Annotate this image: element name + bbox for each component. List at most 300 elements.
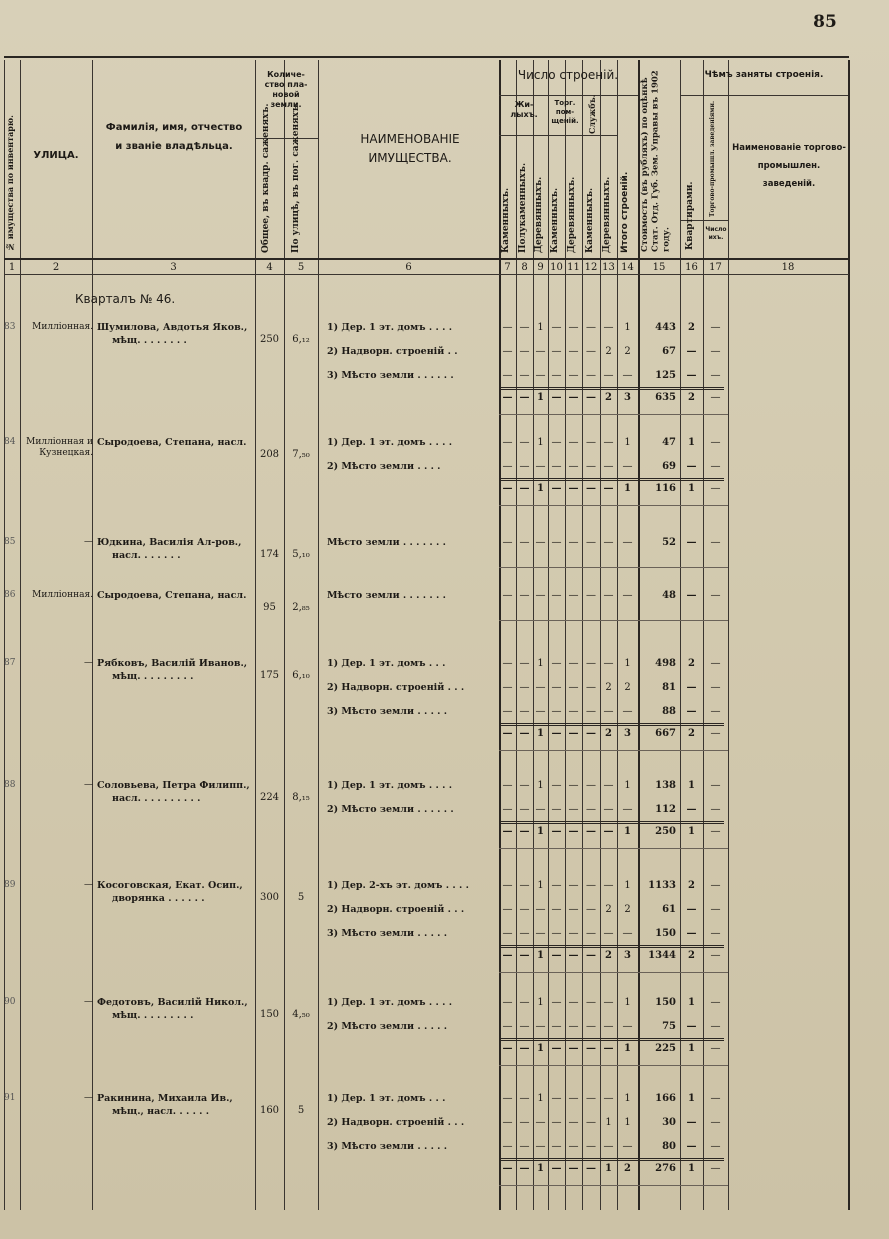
empty-dash: — bbox=[502, 780, 513, 791]
empty-dash: — bbox=[519, 1021, 530, 1032]
empty-dash: — bbox=[586, 682, 596, 693]
value-cell: 88 bbox=[662, 706, 676, 717]
building-count: 2 bbox=[605, 728, 612, 739]
inventory-number: 87 bbox=[4, 658, 16, 668]
street-name: — bbox=[84, 658, 93, 668]
building-count: 1 bbox=[537, 1093, 544, 1104]
building-count: 1 bbox=[624, 826, 631, 837]
property-item: 2) Мѣсто земли . . . . . . bbox=[327, 804, 454, 815]
empty-dash: — bbox=[568, 1021, 579, 1032]
empty-dash: — bbox=[502, 1163, 513, 1174]
empty-dash: — bbox=[551, 437, 562, 448]
col-line bbox=[728, 60, 729, 1210]
building-count: 3 bbox=[624, 392, 631, 403]
empty-dash: — bbox=[535, 928, 546, 939]
empty-dash: — bbox=[502, 928, 513, 939]
empty-dash: — bbox=[502, 804, 513, 815]
page-number: 85 bbox=[813, 12, 837, 32]
empty-dash: — bbox=[586, 780, 596, 791]
empty-dash: — bbox=[535, 1117, 546, 1128]
header-trade: Торг. пом- щеній. bbox=[551, 99, 579, 125]
empty-dash: — bbox=[502, 1043, 513, 1054]
header-inventory-num: № имущества по инвентарю. bbox=[5, 115, 15, 252]
empty-dash: — bbox=[603, 461, 614, 472]
owner-name: Сыродоева, Степана, насл. bbox=[97, 437, 247, 448]
empty-dash: — bbox=[551, 1141, 562, 1152]
property-item: Мѣсто земли . . . . . . . bbox=[327, 537, 446, 548]
empty-dash: — bbox=[551, 537, 562, 548]
empty-dash: — bbox=[586, 1117, 596, 1128]
empty-dash: — bbox=[519, 997, 530, 1008]
column-number: 4 bbox=[266, 262, 273, 273]
value-cell: 48 bbox=[662, 590, 676, 601]
empty-dash: — bbox=[519, 392, 530, 403]
owner-title: мѣщ. . . . . . . . . bbox=[112, 671, 194, 682]
value-total: 250 bbox=[655, 826, 676, 837]
building-count: 1 bbox=[537, 1043, 544, 1054]
building-count: 3 bbox=[624, 950, 631, 961]
empty-dash: — bbox=[586, 370, 596, 381]
total-rule bbox=[499, 478, 724, 481]
value-cell: 81 bbox=[662, 682, 676, 693]
header-num-buildings: Число строеній. bbox=[517, 68, 619, 82]
empty-dash: — bbox=[603, 1021, 614, 1032]
column-number: 14 bbox=[621, 262, 634, 273]
value-cell: 498 bbox=[655, 658, 676, 669]
apartments-count: — bbox=[686, 804, 697, 815]
apartments-count: 2 bbox=[688, 880, 695, 891]
col-line bbox=[318, 60, 319, 1210]
total-rule bbox=[499, 1158, 724, 1161]
apartments-count: — bbox=[686, 928, 697, 939]
empty-dash: — bbox=[622, 461, 633, 472]
empty-dash: — bbox=[502, 461, 513, 472]
land-area: 150 bbox=[259, 1009, 280, 1020]
value-cell: 67 bbox=[662, 346, 676, 357]
empty-dash: — bbox=[502, 826, 513, 837]
column-number: 7 bbox=[504, 262, 511, 273]
empty-dash: — bbox=[519, 728, 530, 739]
building-count: 2 bbox=[624, 904, 631, 915]
trade-count: — bbox=[710, 880, 721, 891]
property-item: 1) Дер. 2-хъ эт. домъ . . . . bbox=[327, 880, 469, 891]
property-item: Мѣсто земли . . . . . . . bbox=[327, 590, 446, 601]
inventory-number: 83 bbox=[4, 322, 16, 332]
land-frontage: 7,₅₀ bbox=[292, 449, 310, 460]
empty-dash: — bbox=[502, 880, 513, 891]
empty-dash: — bbox=[535, 461, 546, 472]
empty-dash: — bbox=[568, 370, 579, 381]
header-street: УЛИЦА. bbox=[33, 150, 79, 161]
empty-dash: — bbox=[603, 483, 614, 494]
col-line bbox=[92, 60, 93, 1210]
empty-dash: — bbox=[502, 904, 513, 915]
street-name: — bbox=[84, 997, 93, 1007]
street-name: Милліонная и Кузнецкая. bbox=[26, 437, 93, 458]
inventory-number: 86 bbox=[4, 590, 16, 600]
trade-count: — bbox=[710, 950, 721, 961]
empty-dash: — bbox=[519, 590, 530, 601]
empty-dash: — bbox=[551, 658, 562, 669]
apartments-count: 2 bbox=[688, 392, 695, 403]
empty-dash: — bbox=[519, 950, 530, 961]
property-item: 2) Мѣсто земли . . . . bbox=[327, 461, 441, 472]
empty-dash: — bbox=[568, 537, 579, 548]
empty-dash: — bbox=[519, 928, 530, 939]
empty-dash: — bbox=[603, 1141, 614, 1152]
apartments-count: — bbox=[686, 346, 697, 357]
empty-dash: — bbox=[586, 537, 596, 548]
trade-count: — bbox=[710, 826, 721, 837]
column-number: 17 bbox=[709, 262, 722, 273]
empty-dash: — bbox=[586, 483, 596, 494]
empty-dash: — bbox=[586, 1043, 596, 1054]
empty-dash: — bbox=[603, 658, 614, 669]
inventory-number: 91 bbox=[4, 1093, 16, 1103]
trade-count: — bbox=[710, 728, 721, 739]
column-number: 11 bbox=[567, 262, 580, 273]
building-count: 1 bbox=[537, 483, 544, 494]
property-item: 2) Надворн. строеній . . . bbox=[327, 1117, 465, 1128]
empty-dash: — bbox=[502, 1141, 513, 1152]
value-total: 116 bbox=[655, 483, 676, 494]
empty-dash: — bbox=[519, 682, 530, 693]
empty-dash: — bbox=[586, 706, 596, 717]
empty-dash: — bbox=[519, 370, 530, 381]
empty-dash: — bbox=[622, 1021, 633, 1032]
land-area: 174 bbox=[259, 549, 280, 560]
empty-dash: — bbox=[586, 437, 596, 448]
building-count: 1 bbox=[624, 658, 631, 669]
inventory-number: 85 bbox=[4, 537, 16, 547]
empty-dash: — bbox=[502, 346, 513, 357]
building-count: 1 bbox=[537, 322, 544, 333]
building-count: 2 bbox=[624, 346, 631, 357]
empty-dash: — bbox=[603, 1093, 614, 1104]
empty-dash: — bbox=[622, 370, 633, 381]
trade-count: — bbox=[710, 590, 721, 601]
inventory-number: 89 bbox=[4, 880, 16, 890]
property-item: 2) Надворн. строеній . . bbox=[327, 346, 458, 357]
property-item: 3) Мѣсто земли . . . . . bbox=[327, 1141, 448, 1152]
empty-dash: — bbox=[603, 370, 614, 381]
value-cell: 138 bbox=[655, 780, 676, 791]
empty-dash: — bbox=[519, 1093, 530, 1104]
header-wood: Деревянныхъ. bbox=[602, 176, 612, 253]
value-total: 225 bbox=[655, 1043, 676, 1054]
empty-dash: — bbox=[568, 392, 579, 403]
value-cell: 47 bbox=[662, 437, 676, 448]
land-area: 175 bbox=[259, 670, 280, 681]
trade-count: — bbox=[710, 658, 721, 669]
header-subline bbox=[499, 135, 617, 136]
empty-dash: — bbox=[568, 706, 579, 717]
property-item: 2) Надворн. строеній . . . bbox=[327, 682, 465, 693]
empty-dash: — bbox=[519, 1141, 530, 1152]
property-item: 3) Мѣсто земли . . . . . . bbox=[327, 370, 454, 381]
empty-dash: — bbox=[551, 880, 562, 891]
empty-dash: — bbox=[603, 322, 614, 333]
column-number: 8 bbox=[521, 262, 528, 273]
header-dwelling: Жи- лыхъ. bbox=[510, 100, 538, 119]
building-count: 1 bbox=[624, 483, 631, 494]
empty-dash: — bbox=[519, 804, 530, 815]
building-count: 1 bbox=[537, 437, 544, 448]
empty-dash: — bbox=[586, 590, 596, 601]
empty-dash: — bbox=[502, 392, 513, 403]
empty-dash: — bbox=[568, 1141, 579, 1152]
land-frontage: 2,₈₅ bbox=[292, 602, 310, 613]
trade-count: — bbox=[710, 461, 721, 472]
empty-dash: — bbox=[519, 346, 530, 357]
empty-dash: — bbox=[502, 706, 513, 717]
trade-count: — bbox=[710, 437, 721, 448]
owner-name: Сыродоева, Степана, насл. bbox=[97, 590, 247, 601]
header-apartments: Квартирами. bbox=[685, 181, 695, 250]
building-count: 2 bbox=[605, 950, 612, 961]
empty-dash: — bbox=[603, 437, 614, 448]
col-line bbox=[848, 60, 850, 1210]
total-rule bbox=[499, 945, 724, 948]
empty-dash: — bbox=[535, 346, 546, 357]
empty-dash: — bbox=[519, 1163, 530, 1174]
apartments-count: 1 bbox=[688, 1163, 695, 1174]
header-total-buildings: Итого строеній. bbox=[620, 171, 630, 253]
empty-dash: — bbox=[568, 728, 579, 739]
property-item: 2) Мѣсто земли . . . . . bbox=[327, 1021, 448, 1032]
value-cell: 75 bbox=[662, 1021, 676, 1032]
empty-dash: — bbox=[519, 322, 530, 333]
building-count: 1 bbox=[537, 826, 544, 837]
street-name: — bbox=[84, 880, 93, 890]
property-item: 1) Дер. 1 эт. домъ . . . bbox=[327, 1093, 446, 1104]
column-number: 5 bbox=[297, 262, 305, 273]
apartments-count: 2 bbox=[688, 728, 695, 739]
apartments-count: 2 bbox=[688, 322, 695, 333]
owner-title: насл. . . . . . . . . . bbox=[112, 793, 201, 804]
property-item: 1) Дер. 1 эт. домъ . . . bbox=[327, 658, 446, 669]
empty-dash: — bbox=[603, 880, 614, 891]
empty-dash: — bbox=[519, 904, 530, 915]
apartments-count: — bbox=[686, 904, 697, 915]
building-count: 1 bbox=[537, 728, 544, 739]
building-count: 1 bbox=[537, 658, 544, 669]
column-number: 6 bbox=[405, 262, 412, 273]
building-count: 1 bbox=[537, 1163, 544, 1174]
trade-count: — bbox=[710, 1163, 721, 1174]
empty-dash: — bbox=[622, 706, 633, 717]
building-count: 3 bbox=[624, 728, 631, 739]
property-item: 1) Дер. 1 эт. домъ . . . . bbox=[327, 780, 453, 791]
trade-count: — bbox=[710, 706, 721, 717]
owner-name: Ракинина, Михаила Ив., bbox=[97, 1093, 233, 1104]
column-number: 3 bbox=[170, 262, 177, 273]
header-land-street: По улицѣ, въ пог. саженяхъ. bbox=[291, 101, 301, 253]
empty-dash: — bbox=[519, 437, 530, 448]
building-count: 1 bbox=[624, 437, 631, 448]
apartments-count: 1 bbox=[688, 1043, 695, 1054]
column-number: 1 bbox=[8, 262, 16, 273]
empty-dash: — bbox=[568, 826, 579, 837]
empty-dash: — bbox=[603, 780, 614, 791]
trade-count: — bbox=[710, 928, 721, 939]
empty-dash: — bbox=[568, 804, 579, 815]
trade-count: — bbox=[710, 1043, 721, 1054]
colnum-bottom-line bbox=[4, 274, 849, 275]
land-frontage: 5,₁₀ bbox=[292, 549, 310, 560]
land-area: 208 bbox=[259, 449, 280, 460]
building-count: 1 bbox=[624, 1043, 631, 1054]
empty-dash: — bbox=[551, 370, 562, 381]
column-number: 18 bbox=[781, 262, 795, 273]
land-area: 160 bbox=[259, 1105, 280, 1116]
empty-dash: — bbox=[603, 706, 614, 717]
building-count: 1 bbox=[624, 880, 631, 891]
trade-count: — bbox=[710, 682, 721, 693]
land-frontage: 6,₁₂ bbox=[292, 334, 310, 345]
land-frontage: 6,₁₀ bbox=[292, 670, 310, 681]
empty-dash: — bbox=[568, 780, 579, 791]
empty-dash: — bbox=[519, 1117, 530, 1128]
empty-dash: — bbox=[586, 346, 596, 357]
row-rule bbox=[499, 567, 728, 568]
building-count: 1 bbox=[624, 1093, 631, 1104]
header-land-total: Общее, въ квадр. саженяхъ. bbox=[261, 103, 271, 253]
value-total: 276 bbox=[655, 1163, 676, 1174]
property-item: 3) Мѣсто земли . . . . . bbox=[327, 706, 448, 717]
value-total: 635 bbox=[655, 392, 676, 403]
empty-dash: — bbox=[502, 658, 513, 669]
empty-dash: — bbox=[535, 590, 546, 601]
empty-dash: — bbox=[568, 950, 579, 961]
empty-dash: — bbox=[568, 322, 579, 333]
apartments-count: 1 bbox=[688, 826, 695, 837]
empty-dash: — bbox=[568, 997, 579, 1008]
trade-count: — bbox=[710, 780, 721, 791]
empty-dash: — bbox=[519, 826, 530, 837]
owner-title: мѣщ., насл. . . . . . bbox=[112, 1106, 210, 1117]
building-count: 2 bbox=[624, 1163, 631, 1174]
street-name: Милліонная. bbox=[32, 590, 93, 600]
row-rule bbox=[499, 972, 728, 973]
empty-dash: — bbox=[622, 804, 633, 815]
trade-count: — bbox=[710, 483, 721, 494]
empty-dash: — bbox=[519, 706, 530, 717]
column-number: 10 bbox=[550, 262, 563, 273]
land-area: 95 bbox=[263, 602, 276, 613]
empty-dash: — bbox=[535, 904, 546, 915]
empty-dash: — bbox=[586, 392, 596, 403]
col-line bbox=[255, 60, 256, 1210]
apartments-count: — bbox=[686, 537, 697, 548]
empty-dash: — bbox=[603, 537, 614, 548]
empty-dash: — bbox=[502, 1093, 513, 1104]
land-frontage: 5 bbox=[297, 892, 305, 903]
trade-count: — bbox=[710, 392, 721, 403]
empty-dash: — bbox=[568, 590, 579, 601]
building-count: 1 bbox=[537, 780, 544, 791]
empty-dash: — bbox=[586, 826, 596, 837]
trade-count: — bbox=[710, 346, 721, 357]
empty-dash: — bbox=[551, 950, 562, 961]
land-frontage: 4,₅₀ bbox=[292, 1009, 310, 1020]
empty-dash: — bbox=[502, 537, 513, 548]
row-rule bbox=[499, 750, 728, 751]
value-cell: 30 bbox=[662, 1117, 676, 1128]
value-cell: 69 bbox=[662, 461, 676, 472]
empty-dash: — bbox=[551, 682, 562, 693]
empty-dash: — bbox=[568, 1163, 579, 1174]
apartments-count: 1 bbox=[688, 780, 695, 791]
empty-dash: — bbox=[586, 904, 596, 915]
value-total: 1344 bbox=[648, 950, 676, 961]
empty-dash: — bbox=[551, 1043, 562, 1054]
empty-dash: — bbox=[519, 880, 530, 891]
empty-dash: — bbox=[568, 1093, 579, 1104]
header-count: Число ихъ. bbox=[705, 226, 727, 241]
empty-dash: — bbox=[551, 461, 562, 472]
building-count: 2 bbox=[605, 392, 612, 403]
empty-dash: — bbox=[603, 928, 614, 939]
value-cell: 150 bbox=[655, 928, 676, 939]
row-rule bbox=[499, 620, 728, 621]
header-subline bbox=[680, 95, 848, 96]
value-cell: 80 bbox=[662, 1141, 676, 1152]
building-count: 2 bbox=[605, 682, 612, 693]
empty-dash: — bbox=[535, 1021, 546, 1032]
empty-dash: — bbox=[568, 346, 579, 357]
owner-name: Рябковъ, Василій Иванов., bbox=[97, 658, 248, 669]
owner-title: мѣщ. . . . . . . . bbox=[112, 335, 187, 346]
owner-name: Шумилова, Авдотья Яков., bbox=[97, 322, 248, 333]
empty-dash: — bbox=[551, 1117, 562, 1128]
empty-dash: — bbox=[502, 997, 513, 1008]
row-rule bbox=[499, 1185, 728, 1186]
empty-dash: — bbox=[551, 997, 562, 1008]
empty-dash: — bbox=[519, 461, 530, 472]
empty-dash: — bbox=[568, 1117, 579, 1128]
apartments-count: — bbox=[686, 706, 697, 717]
col-line bbox=[20, 60, 21, 1210]
apartments-count: — bbox=[686, 1021, 697, 1032]
empty-dash: — bbox=[586, 928, 596, 939]
property-item: 2) Надворн. строеній . . . bbox=[327, 904, 465, 915]
owner-name: Косоговская, Екат. Осип., bbox=[97, 880, 243, 891]
land-frontage: 5 bbox=[297, 1105, 305, 1116]
property-item: 1) Дер. 1 эт. домъ . . . . bbox=[327, 437, 453, 448]
empty-dash: — bbox=[551, 728, 562, 739]
empty-dash: — bbox=[535, 1141, 546, 1152]
header-stone: Каменныхъ. bbox=[550, 187, 560, 253]
empty-dash: — bbox=[502, 590, 513, 601]
apartments-count: — bbox=[686, 590, 697, 601]
empty-dash: — bbox=[551, 1021, 562, 1032]
empty-dash: — bbox=[551, 804, 562, 815]
street-name: — bbox=[84, 537, 93, 547]
empty-dash: — bbox=[519, 780, 530, 791]
header-owner: Фамилія, имя, отчество и званіе владѣльца. bbox=[105, 122, 243, 152]
street-name: — bbox=[84, 1093, 93, 1103]
header-trade-names: Наименованіе торгово-промышлен. заведеній. bbox=[732, 143, 846, 189]
empty-dash: — bbox=[502, 682, 513, 693]
header-subline bbox=[499, 95, 638, 96]
owner-name: Соловьева, Петра Филипп., bbox=[97, 780, 250, 791]
value-cell: 125 bbox=[655, 370, 676, 381]
property-item: 1) Дер. 1 эт. домъ . . . . bbox=[327, 322, 453, 333]
empty-dash: — bbox=[568, 658, 579, 669]
header-land-qty: Количе- ство пла- новой земли. bbox=[264, 70, 308, 109]
empty-dash: — bbox=[586, 1163, 596, 1174]
